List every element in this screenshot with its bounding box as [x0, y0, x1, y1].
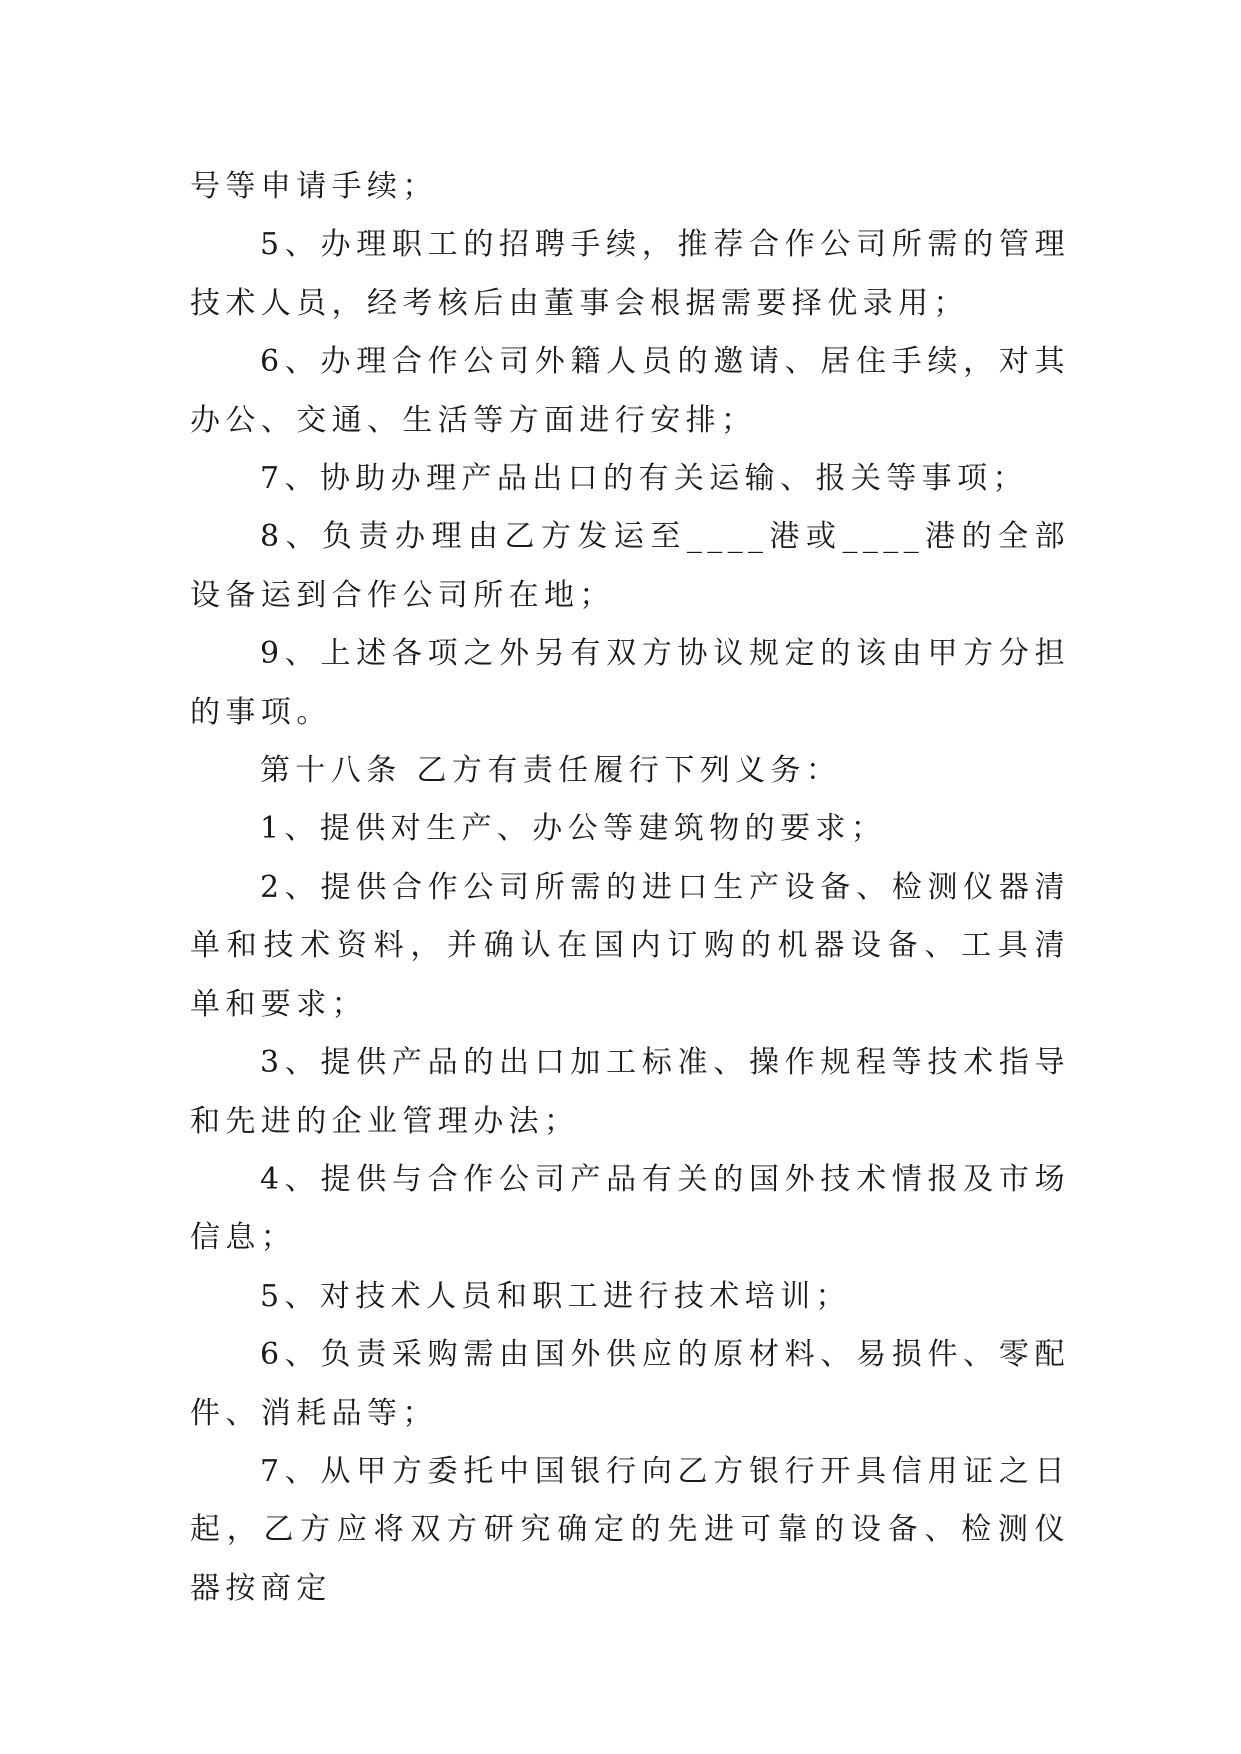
paragraph-item-5: 5、办理职工的招聘手续，推荐合作公司所需的管理技术人员，经考核后由董事会根据需要择优录用；	[190, 227, 1070, 321]
paragraph-obligation-7: 7、从甲方委托中国银行向乙方银行开具信用证之日起，乙方应将双方研究确定的先进可靠的设备、检测仪器按商定	[190, 1453, 1070, 1606]
paragraph-obligation-1: 1、提供对生产、办公等建筑物的要求；	[260, 811, 887, 847]
paragraph-continuation: 号等申请手续；	[190, 169, 438, 204]
article-18-heading: 第十八条 乙方有责任履行下列义务：	[260, 753, 842, 789]
paragraph-obligation-2: 2、提供合作公司所需的进口生产设备、检测仪器清单和技术资料，并确认在国内订购的机器设备、工具清单和要求；	[190, 869, 1070, 1022]
paragraph-item-9: 9、上述各项之外另有双方协议规定的该由甲方分担的事项。	[190, 636, 1070, 730]
document-body	[190, 158, 1070, 1618]
paragraph-item-7: 7、协助办理产品出口的有关运输、报关等事项；	[260, 461, 1028, 497]
paragraph-obligation-3: 3、提供产品的出口加工标准、操作规程等技术指导和先进的企业管理办法；	[190, 1045, 1070, 1139]
paragraph-item-8: 8、负责办理由乙方发运至____港或____港的全部设备运到合作公司所在地；	[190, 519, 1070, 613]
paragraph-obligation-6: 6、负责采购需由国外供应的原材料、易损件、零配件、消耗品等；	[190, 1337, 1070, 1431]
paragraph-obligation-4: 4、提供与合作公司产品有关的国外技术情报及市场信息；	[190, 1161, 1070, 1256]
paragraph-item-6: 6、办理合作公司外籍人员的邀请、居住手续，对其办公、交通、生活等方面进行安排；	[190, 344, 1070, 438]
paragraph-obligation-5: 5、对技术人员和职工进行技术培训；	[260, 1278, 851, 1314]
